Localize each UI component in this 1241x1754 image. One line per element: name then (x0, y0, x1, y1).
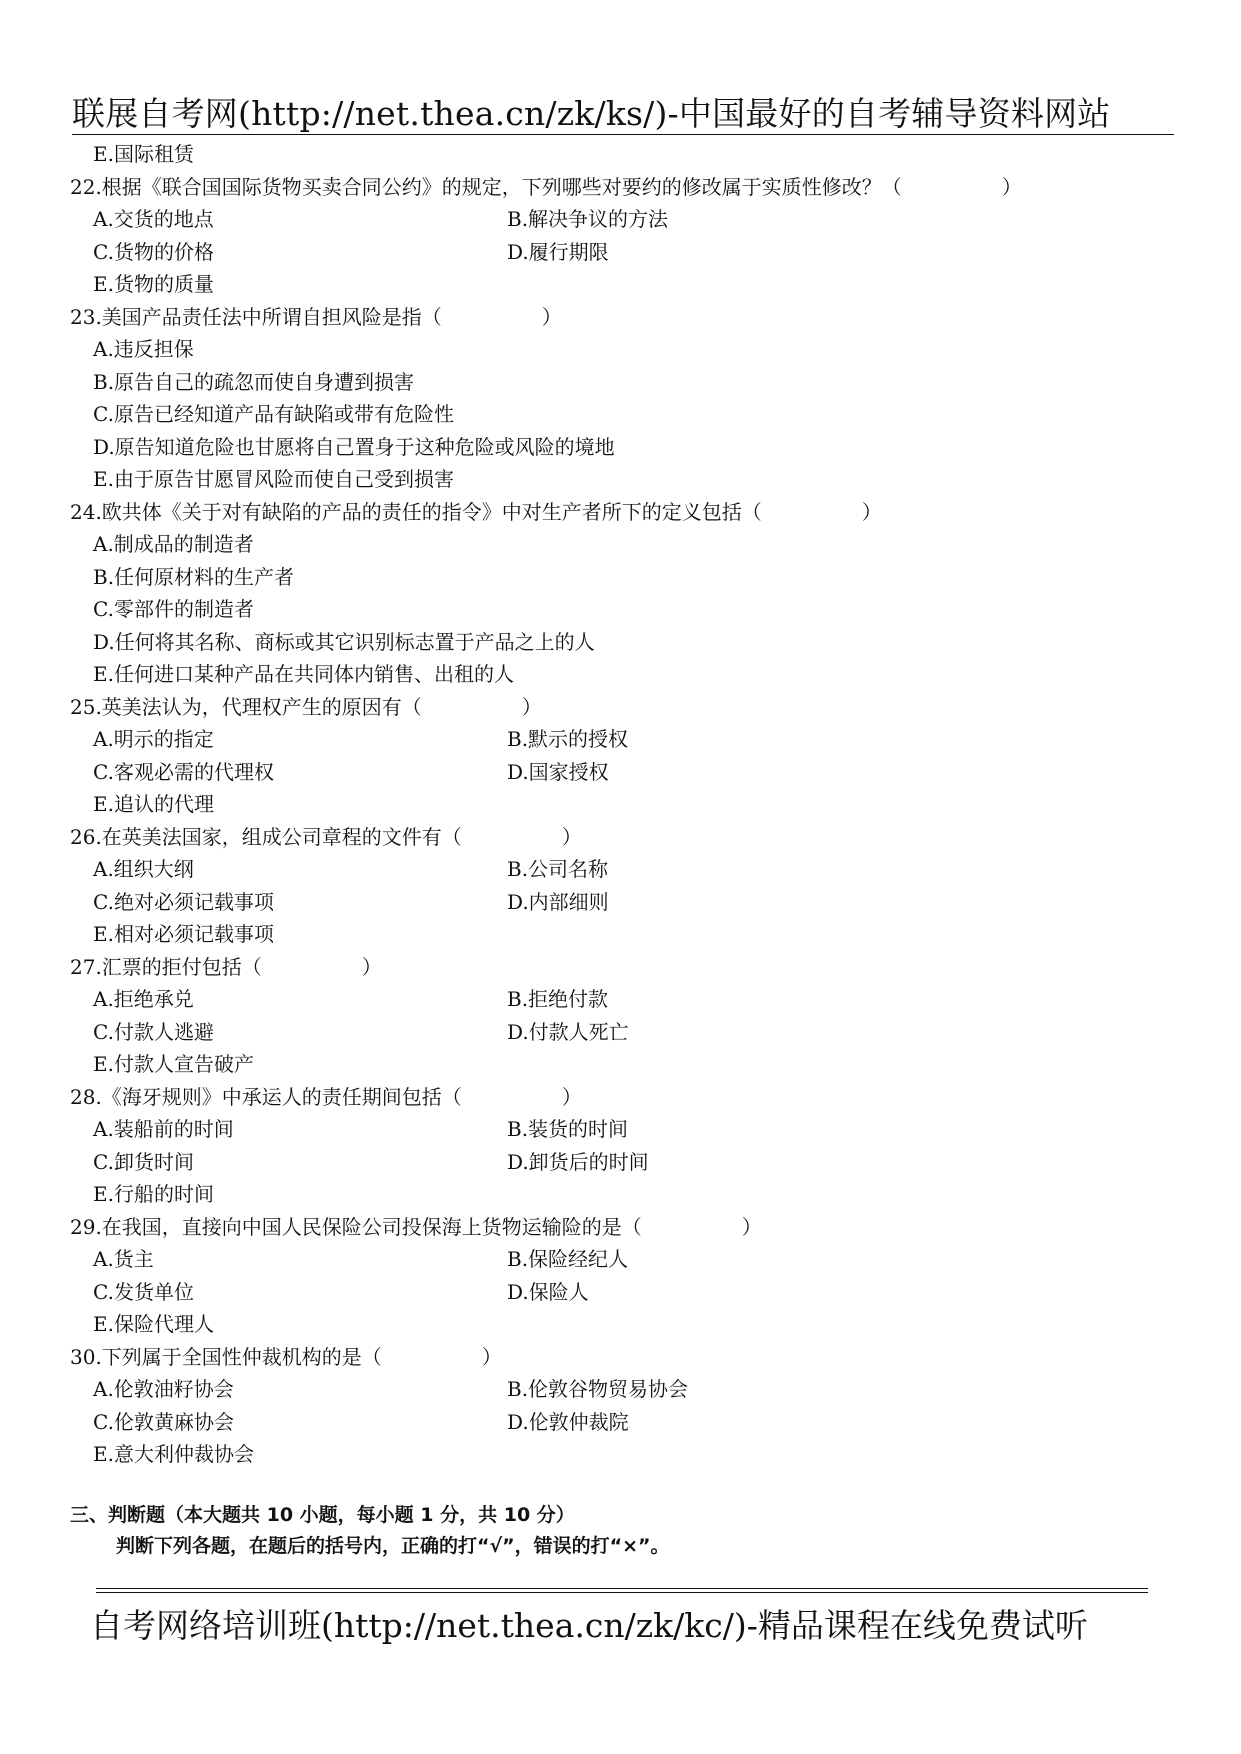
option-e: E.相对必须记载事项 (93, 922, 274, 946)
question-26-stem: 26.在英美法国家，组成公司章程的文件有（ ） (70, 824, 582, 849)
option-d: D.付款人死亡 (507, 1019, 629, 1044)
section-3 (70, 1500, 670, 1562)
option-d: D.内部细则 (507, 889, 609, 914)
option-c: C.发货单位 (93, 1279, 194, 1304)
option-b: B.装货的时间 (507, 1117, 629, 1141)
question-26-options-ab (70, 853, 1180, 886)
option-e: E.付款人宣告破产 (93, 1052, 254, 1076)
option-b: B.公司名称 (507, 857, 609, 881)
page-header: 联展自考网(http://net.thea.cn/zk/ks/)-中国最好的自考辅导资料网站 (72, 94, 1111, 133)
option-a: A.违反担保 (93, 337, 194, 361)
option-d: D.任何将其名称、商标或其它识别标志置于产品之上的人 (93, 629, 595, 654)
option-c: C.货物的价格 (93, 239, 214, 264)
option-e: E.由于原告甘愿冒风险而使自己受到损害 (93, 467, 454, 491)
option-c: C.卸货时间 (93, 1149, 194, 1174)
option-b: B.原告自己的疏忽而使自身遭到损害 (93, 369, 415, 394)
question-25-options-ab (70, 723, 1180, 756)
question-28-options-cd (70, 1146, 1180, 1179)
header-divider (72, 134, 1174, 135)
question-27-stem: 27.汇票的拒付包括（ ） (70, 954, 382, 979)
option-a: A.拒绝承兑 (93, 987, 194, 1011)
option-a: A.伦敦油籽协会 (93, 1377, 234, 1401)
option-a: A.明示的指定 (93, 727, 214, 751)
option-a: A.交货的地点 (93, 207, 214, 231)
option-d: D.保险人 (507, 1279, 589, 1304)
question-29-options-ab (70, 1243, 1180, 1276)
option-b: B.伦敦谷物贸易协会 (507, 1377, 689, 1401)
option-b: B.任何原材料的生产者 (93, 564, 295, 589)
option-c: C.伦敦黄麻协会 (93, 1409, 234, 1434)
question-27-options-ab (70, 983, 1180, 1016)
question-30-options-cd (70, 1406, 1180, 1439)
question-28-options-ab (70, 1113, 1180, 1146)
option-a: A.制成品的制造者 (93, 532, 254, 556)
option-e: E.任何进口某种产品在共同体内销售、出租的人 (93, 662, 514, 686)
question-list (70, 138, 1180, 1471)
option-c: C.零部件的制造者 (93, 597, 254, 621)
option-e: E.保险代理人 (93, 1312, 214, 1336)
option-d: D.伦敦仲裁院 (507, 1409, 629, 1434)
question-25-options-cd (70, 756, 1180, 789)
question-25-stem: 25.英美法认为，代理权产生的原因有（ ） (70, 694, 542, 719)
option-c: C.原告已经知道产品有缺陷或带有危险性 (93, 402, 454, 426)
option-a: A.组织大纲 (93, 857, 194, 881)
page-footer: 自考网络培训班(http://net.thea.cn/zk/kc/)-精品课程在线免费试听 (90, 1606, 1088, 1645)
question-22-options-cd (70, 236, 1180, 269)
question-23-stem: 23.美国产品责任法中所谓自担风险是指（ ） (70, 304, 562, 329)
option-b: B.保险经纪人 (507, 1247, 629, 1271)
option-d: D.履行期限 (507, 239, 609, 264)
footer-divider (96, 1588, 1148, 1593)
option-c: C.客观必需的代理权 (93, 759, 274, 784)
question-30-options-ab (70, 1373, 1180, 1406)
question-30-stem: 30.下列属于全国性仲裁机构的是（ ） (70, 1344, 502, 1369)
section-3-instruction: 判断下列各题，在题后的括号内，正确的打“√”，错误的打“×”。 (116, 1535, 670, 1557)
option-c: C.绝对必须记载事项 (93, 889, 274, 914)
question-29-options-cd (70, 1276, 1180, 1309)
option-e: E.货物的质量 (93, 272, 214, 296)
option-e-q21: E.国际租赁 (93, 142, 194, 166)
option-d: D.国家授权 (507, 759, 609, 784)
option-c: C.付款人逃避 (93, 1019, 214, 1044)
section-3-title: 三、判断题（本大题共 10 小题，每小题 1 分，共 10 分） (70, 1504, 575, 1526)
question-27-options-cd (70, 1016, 1180, 1049)
question-22-options-ab (70, 203, 1180, 236)
option-d: D.原告知道危险也甘愿将自己置身于这种危险或风险的境地 (93, 434, 615, 459)
question-28-stem: 28.《海牙规则》中承运人的责任期间包括（ ） (70, 1084, 582, 1109)
option-a: A.货主 (93, 1247, 154, 1271)
question-22-stem: 22.根据《联合国国际货物买卖合同公约》的规定，下列哪些对要约的修改属于实质性修改？（ ） (70, 174, 1022, 199)
option-b: B.默示的授权 (507, 727, 629, 751)
option-e: E.意大利仲裁协会 (93, 1442, 254, 1466)
option-e: E.行船的时间 (93, 1182, 214, 1206)
question-24-stem: 24.欧共体《关于对有缺陷的产品的责任的指令》中对生产者所下的定义包括（ ） (70, 499, 882, 524)
option-b: B.拒绝付款 (507, 987, 609, 1011)
option-a: A.装船前的时间 (93, 1117, 234, 1141)
question-29-stem: 29.在我国，直接向中国人民保险公司投保海上货物运输险的是（ ） (70, 1214, 762, 1239)
question-26-options-cd (70, 886, 1180, 919)
option-b: B.解决争议的方法 (507, 207, 669, 231)
option-d: D.卸货后的时间 (507, 1149, 649, 1174)
option-e: E.追认的代理 (93, 792, 214, 816)
